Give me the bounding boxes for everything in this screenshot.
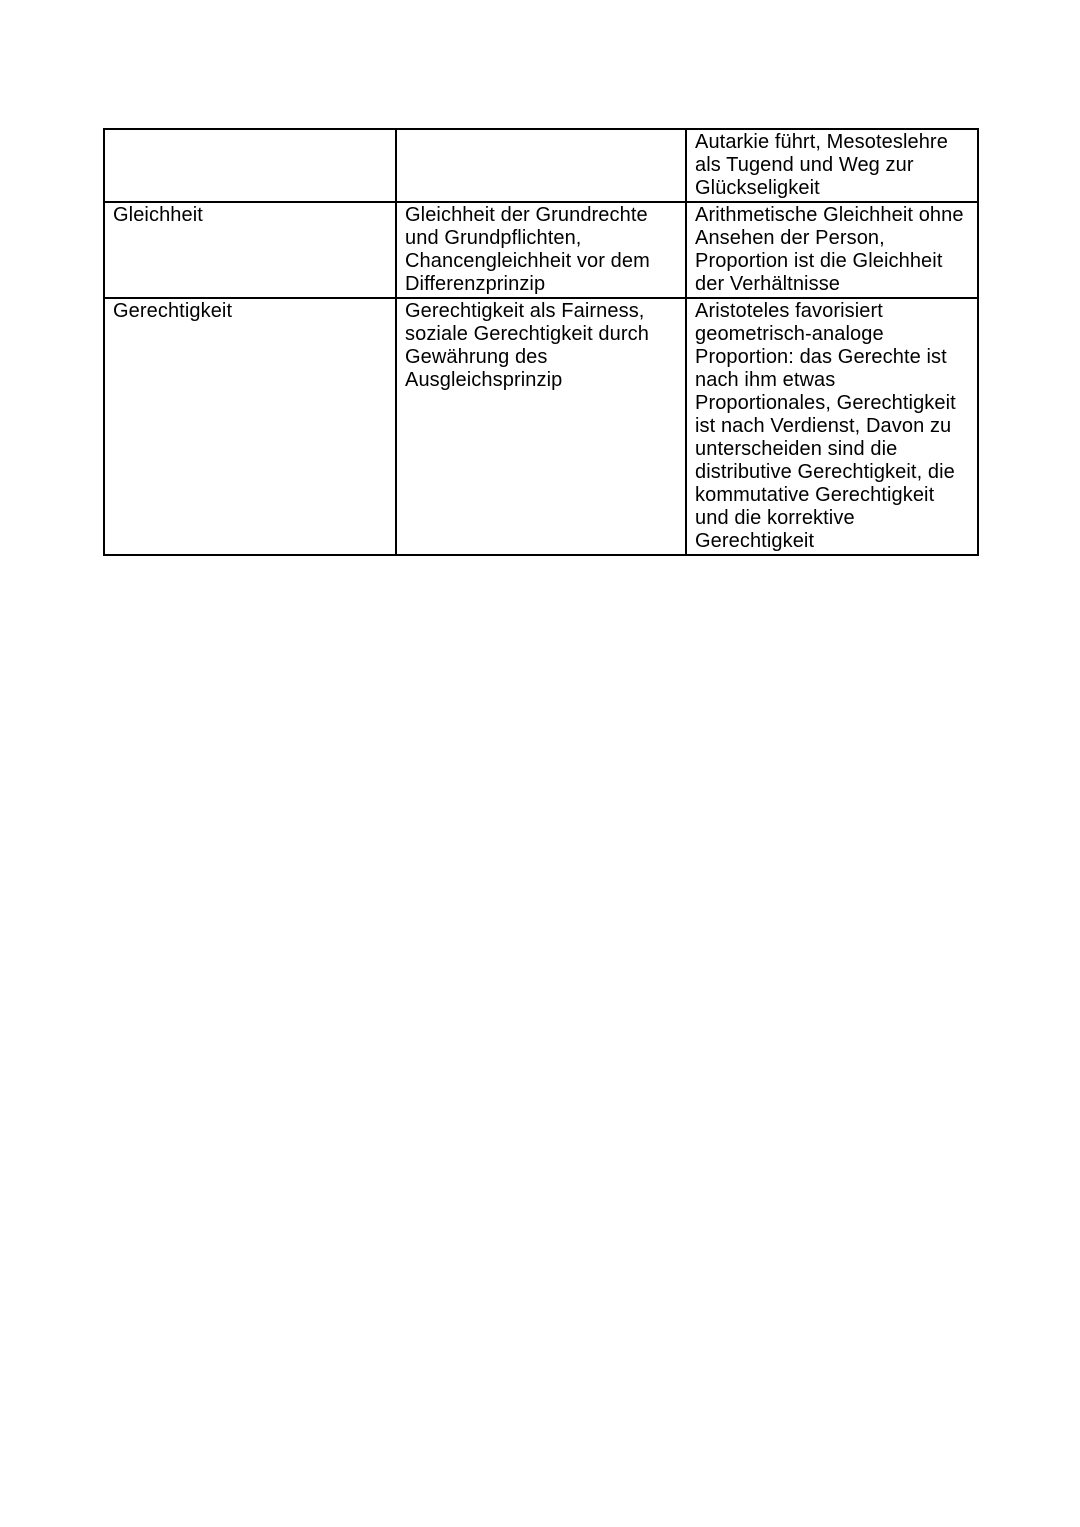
table-cell-modern-view [396, 129, 686, 202]
table-row [104, 202, 978, 298]
comparison-table [103, 128, 979, 556]
table-cell-aristotle-view: Autarkie führt, Mesoteslehre als Tugend und Weg zur Glückseligkeit [686, 129, 978, 202]
table-cell-term: Gerechtigkeit [104, 298, 396, 555]
table-cell-modern-view: Gleichheit der Grundrechte und Grundpflichten, Chancengleichheit vor dem Differenzprinzip [396, 202, 686, 298]
table-row [104, 129, 978, 202]
table-row [104, 298, 978, 555]
table-cell-aristotle-view: Arithmetische Gleichheit ohne Ansehen der Person, Proportion ist die Gleichheit der Verhältnisse [686, 202, 978, 298]
table-cell-aristotle-view: Aristoteles favorisiert geometrisch-analoge Proportion: das Gerechte ist nach ihm etwas Proportionales, Gerechtigkeit ist nach Verdienst, Davon zu unterscheiden sind die distributive Gerechtigkeit, die kommutative Gerechtigkeit und die korrektive Gerechtigkeit [686, 298, 978, 555]
table-cell-term [104, 129, 396, 202]
table-cell-modern-view: Gerechtigkeit als Fairness, soziale Gerechtigkeit durch Gewährung des Ausgleichsprinzip [396, 298, 686, 555]
table-cell-term: Gleichheit [104, 202, 396, 298]
